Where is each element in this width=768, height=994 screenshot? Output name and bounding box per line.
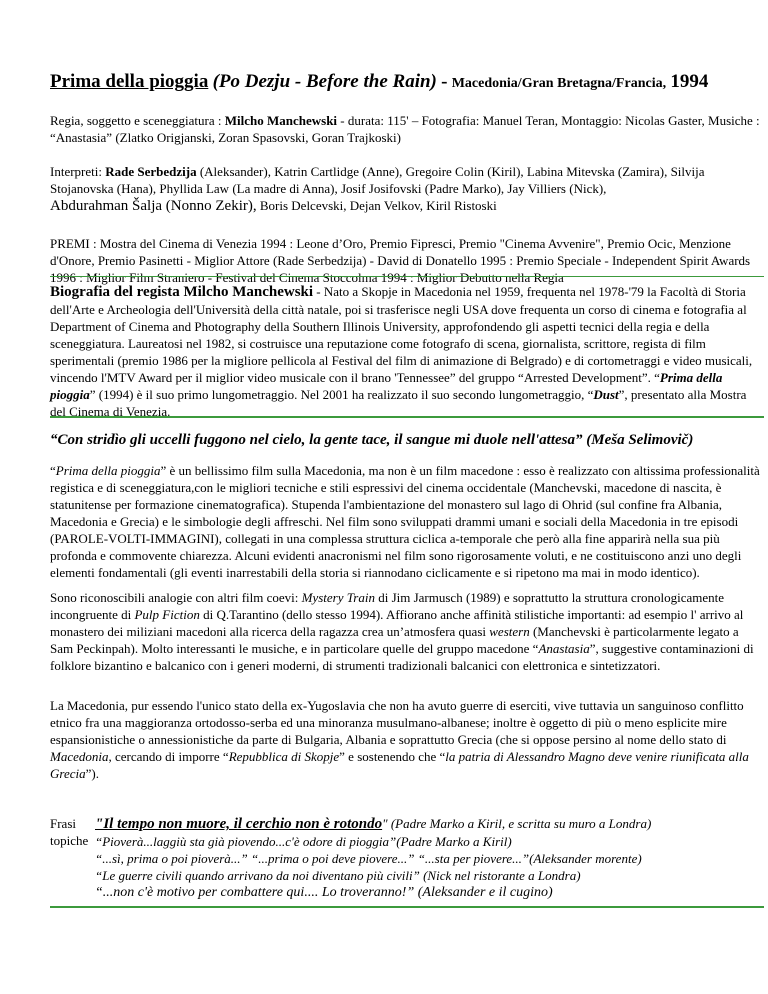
quote-part: “...non c'è motivo per combattere qui.... [95,885,319,900]
quote-attribution: " (Padre Marko a Kiril, e scritta su muro a Londra) [382,816,652,831]
title-main: Prima della pioggia [50,71,209,92]
review-paragraph-2 [50,589,764,674]
genre-inline: western [489,624,530,639]
awards-paragraph: PREMI : Mostra del Cinema di Venezia 1994 : Leone d’Oro, Premio Fipresci, Premio "Cinema Avvenire", Premio Ocic, Menzione d'Onore, Premio Pasinetti - Miglior Attore (Rade Serbedzija) - David di Donatello 1995 : Premio Speciale - Independent Spirit Awards 1996 : Miglior Film Straniero - Festival del Cinema Stoccolma 1994 : Miglior Debutto nella Regia [50,236,751,285]
title-dash: - [441,71,448,92]
film-title [50,71,708,93]
band-inline: Anastasia [538,641,590,656]
credits-paragraph [50,112,764,146]
director-name: Milcho Manchewski [224,113,338,128]
text: La Macedonia, pur essendo l'unico stato della ex-Yugoslavia che non ha avuto guerre di eserciti, vive tuttavia un sanguinoso conflitto etnico fra una maggioranza ortodosso-serba ed una minoranza musulmano-albanese; inoltre è oggetto di più o meno esplicite mire espansionistiche o annessionistiche da parte di Bulgaria, Albania e soprattutto Grecia (che si oppose persino al nome dello stato di [50,698,744,747]
quote-line [95,815,765,833]
title-alt: (Po Dezju - Before the Rain) [212,71,437,92]
text: ” è un bellissimo film sulla Macedonia, ma non è un film macedone : esso è realizzato con altissima professionalità registica e di sceneggiatura,con le migliori tecniche e stili espressivi del cinema occidentale (Manchevski, macedone di nascita, è statunitense per formazione cinematografica). Stupenda l'ambientazione del monastero sul lago di Ohrid (sul confine fra Albania, Macedonia e Grecia) e le simbologie degli affreschi. Nel film sono sviluppati drammi umani e sociali della Macedonia in tre episodi (PAROLE-VOLTI-IMMAGINI), collegati in una complessa struttura ciclica a-temporale che però alla fine apparirà nella sua più profonda e commovente chiarezza. Alcuni evidenti anacronismi nel film sono rigorosamente voluti, e ne costituiscono anzi uno degli elementi fondamentali (gli eventi inarrestabili della storia si riannodano ciclicamente e si ripetono ma mai in modo identico). [50,463,760,580]
text: ”). [85,766,99,781]
quote-line [95,884,765,901]
review-paragraph-3 [50,697,764,782]
divider [50,416,764,418]
review-paragraph-1 [50,462,764,581]
film-title-inline: Pulp Fiction [134,607,200,622]
text: Sono riconoscibili analogie con altri film coevi: [50,590,302,605]
bio-text: - Nato a Skopje in Macedonia nel 1959, frequenta nel 1978-'79 la Facoltà di Storia dell'Arte e Archeologia dell'Università della città natale, poi si trasferisce negli USA dove frequenta un corso di cinema e fotografia al Department of Cinema and Photography della Southern Illinois University, approfondendo gli aspetti tecnici della regia e della sceneggiatura. Laureatosi nel 1982, si costruisce una reputazione come fotografo di scena, giornalista, scrittore, regista di film sperimentali (premio 1986 per la migliore pellicola al Festival del film di animazione di Belgrado) e di cortometraggi e video musicali, vincendo l'MTV Award per il miglior video musicale con il brano 'Tennessee” del gruppo “Arrested Development”. “ [50,284,753,385]
text: , cercando di imporre “ [108,749,229,764]
emphasis-inline: la patria di Alessandro Magno deve venire riunificata alla Grecia [50,749,749,781]
key-quotes-list [95,815,765,901]
quote-line: “Le guerre civili quando arrivano da noi diventano più civili” (Nick nel ristorante a Londra) [95,868,581,883]
cast-list-extra: Abdurahman Šalja (Nonno Zekir), [50,198,257,214]
text: di Q.Tarantino (dello stesso 1994). Affiorano anche affinità stilistiche importanti: ad esempio l' arrivo al monastero dei miliziani macedoni alla ricerca della ragazza crea un’atmosfera quasi [50,607,744,639]
cast-lead: Rade Serbedzija [105,164,197,179]
title-year: 1994 [670,71,709,92]
label-line: topiche [50,833,89,848]
quote-part: Lo troveranno!” (Aleksander e il cugino) [318,885,553,900]
text: di Jim Jarmusch (1989) e soprattutto la struttura cronologicamente incongruente di [50,590,725,622]
cast-paragraph [50,163,764,215]
quote-line: “...sì, prima o poi pioverà...” “...prima o poi deve piovere...” “...sta per piovere...”(Aleksander morente) [95,851,642,866]
epigraph-quote: “Con stridìo gli uccelli fuggono nel cielo, la gente tace, il sangue mi duole nell'attesa” (Meša Selimovič) [50,432,694,448]
bio-paragraph [50,283,764,420]
bio-film-2: Dust [593,387,619,402]
text: (Manchevski è particolarmente legato a Sam Peckinpah). Molto interessanti le musiche, e in particolare quelle del gruppo macedone “ [50,624,739,656]
divider [50,276,764,277]
cast-list-extra-2: Boris Delcevski, Dejan Velkov, Kiril Ristoski [256,198,497,213]
emphasis-inline: Repubblica di Skopje [228,749,340,764]
bio-text-3: ”, presentato alla Mostra del Cinema di Venezia. [50,387,747,419]
credits-label: Regia, soggetto e sceneggiatura : [50,113,222,128]
text: ” e sostenendo che “ [339,749,446,764]
film-title-inline: Prima della pioggia [55,463,161,478]
label-line: Frasi [50,816,76,831]
text: ”, suggestive contaminazioni di folklore bizantino e balcanico con i generi moderni, di strumenti tradizionali balcanici con elettronica e sintetizzatori. [50,641,754,673]
cast-label: Interpreti: [50,164,106,179]
key-quotes-label [50,815,95,849]
bio-heading: Biografia del regista Milcho Manchewski [50,284,314,300]
quote-line: “Pioverà...laggiù sta già piovendo...c'è odore di pioggia”(Padre Marko a Kiril) [95,834,512,849]
cast-list: (Aleksander), Katrin Cartlidge (Anne), Gregoire Colin (Kiril), Labina Mitevska (Zamira), Silvija Stojanovska (Hana), Phyllida Law (La madre di Anna), Josif Josifovski (Padre Marko), Jay Villiers (Nick), [50,164,705,196]
emphasis-inline: Macedonia [50,749,109,764]
bio-film-1: Prima della pioggia [50,370,723,402]
divider [50,906,764,908]
film-title-inline: Mystery Train [301,590,375,605]
quote-highlight: "Il tempo non muore, il cerchio non è rotondo [95,816,383,832]
text: “ [50,463,56,478]
title-countries: Macedonia/Gran Bretagna/Francia, [451,76,667,91]
credits-rest: - durata: 115' – Fotografia: Manuel Teran, Montaggio: Nicolas Gaster, Musiche : “Anastasia” (Zlatko Origjanski, Zoran Spasovski, Goran Trajkoski) [50,113,760,145]
bio-text-2: ” (1994) è il suo primo lungometraggio. Nel 2001 ha realizzato il suo secondo lungometraggio, “ [89,387,594,402]
